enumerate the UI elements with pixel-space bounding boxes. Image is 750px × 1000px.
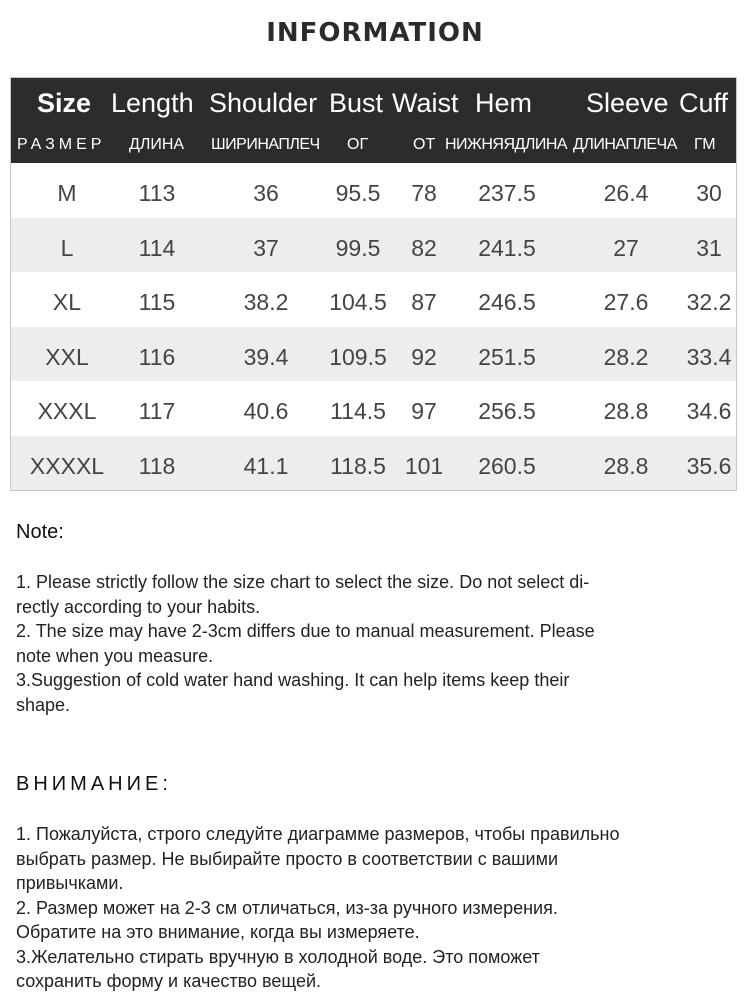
table-cell: 87 [411, 289, 437, 315]
table-row [11, 163, 736, 218]
table-cell: 246.5 [478, 289, 536, 315]
table-cell: 28.2 [603, 343, 649, 370]
table-cell: 256.5 [478, 398, 536, 424]
table-cell: 99.5 [335, 234, 381, 261]
subheader-size: РАЗМЕР [17, 136, 106, 153]
table-cell: 104.5 [329, 289, 387, 315]
header-size: Size [37, 88, 92, 118]
table-row [11, 381, 736, 436]
table-cell: 114 [138, 234, 176, 261]
table-cell: 101 [404, 452, 444, 479]
subheader-waist: ОТ [413, 136, 436, 153]
header-shoulder: Shoulder [209, 88, 318, 118]
subheader-length: ДЛИНА [129, 136, 185, 153]
table-cell: 82 [411, 234, 437, 261]
table-cell: M [57, 180, 77, 206]
table-cell: 28.8 [603, 452, 649, 479]
table-cell: 40.6 [243, 398, 289, 424]
table-cell: 115 [138, 289, 176, 315]
note-line: 2. Размер может на 2-3 см отличаться, из-за ручного измерения. [16, 897, 558, 918]
table-cell: 92 [411, 343, 437, 370]
table-row [11, 218, 736, 273]
table-cell: 251.5 [478, 343, 536, 370]
table-cell: 28.8 [603, 398, 649, 424]
note-line: rectly according to your habits. [16, 596, 261, 617]
note-line: привычками. [16, 873, 124, 893]
header-sleeve: Sleeve [586, 88, 669, 118]
table-cell: 33.4 [686, 343, 732, 370]
note-line: shape. [16, 694, 71, 715]
table-row [11, 327, 736, 382]
note-line: note when you measure. [16, 645, 214, 666]
table-cell: XXL [45, 343, 89, 370]
table-cell: 36 [253, 180, 279, 206]
note-title: Note: [16, 521, 64, 543]
table-cell: 30 [696, 180, 722, 206]
page-title: INFORMATION [266, 18, 484, 48]
note-line: 3.Желательно стирать вручную в холодной воде. Это поможет [16, 946, 540, 967]
subheader-sleeve: ДЛИНАПЛЕЧА [573, 136, 677, 153]
note-line: 3.Suggestion of cold water hand washing. It can help items keep their [16, 670, 570, 690]
table-cell: 237.5 [478, 180, 536, 206]
table-cell: 78 [411, 180, 437, 206]
table-cell: 260.5 [478, 452, 536, 479]
note-title-russian: ВНИМАНИЕ: [16, 773, 172, 795]
table-row [11, 272, 736, 327]
table-cell: 26.4 [603, 180, 649, 206]
header-hem: Hem [475, 88, 533, 118]
note-line: Обратите на это внимание, когда вы измеряете. [16, 922, 420, 942]
table-cell: L [60, 234, 74, 261]
table-cell: 116 [138, 343, 176, 370]
table-cell: 117 [138, 398, 176, 424]
note-line: сохранить форму и качество вещей. [16, 971, 322, 991]
table-cell: 97 [411, 398, 437, 424]
table-cell: 41.1 [243, 452, 289, 479]
table-cell: XXXXL [29, 452, 105, 479]
table-cell: 38.2 [243, 289, 289, 315]
table-cell: 27 [613, 234, 639, 261]
table-cell: 95.5 [335, 180, 381, 206]
table-cell: 39.4 [243, 343, 289, 370]
table-cell: 34.6 [686, 398, 732, 424]
note-line: 1. Пожалуйста, строго следуйте диаграмме размеров, чтобы правильно [16, 824, 620, 844]
table-cell: 241.5 [478, 234, 536, 261]
note-line: выбрать размер. Не выбирайте просто в соответствии с вашими [16, 848, 559, 869]
note-line: 2. The size may have 2-3cm differs due to manual measurement. Please [16, 621, 595, 641]
size-chart-table [10, 77, 737, 491]
table-cell: 114.5 [330, 398, 386, 424]
table-body [11, 163, 736, 490]
subheader-shoulder: ШИРИНАПЛЕЧ [211, 136, 320, 153]
table-cell: 118.5 [330, 452, 386, 479]
table-cell: 113 [138, 180, 176, 206]
table-cell: XL [52, 289, 82, 315]
table-cell: XXXL [37, 398, 97, 424]
table-header [11, 78, 736, 163]
header-bust: Bust [329, 88, 384, 118]
subheader-hem: НИЖНЯЯДЛИНА [445, 136, 568, 153]
header-waist: Waist [392, 88, 459, 118]
table-cell: 37 [253, 234, 279, 261]
header-cuff: Cuff [679, 88, 729, 118]
header-length: Length [111, 88, 194, 118]
table-cell: 32.2 [686, 289, 732, 315]
note-english [16, 570, 595, 717]
subheader-bust: ОГ [347, 136, 369, 153]
subheader-cuff: ГМ [694, 136, 716, 153]
table-row [11, 436, 736, 491]
table-cell: 31 [696, 234, 722, 261]
table-cell: 118 [138, 452, 176, 479]
note-russian [16, 822, 619, 994]
table-cell: 109.5 [329, 343, 387, 370]
table-cell: 27.6 [603, 289, 649, 315]
table-cell: 35.6 [686, 452, 732, 479]
note-line: 1. Please strictly follow the size chart to select the size. Do not select di- [16, 572, 590, 592]
